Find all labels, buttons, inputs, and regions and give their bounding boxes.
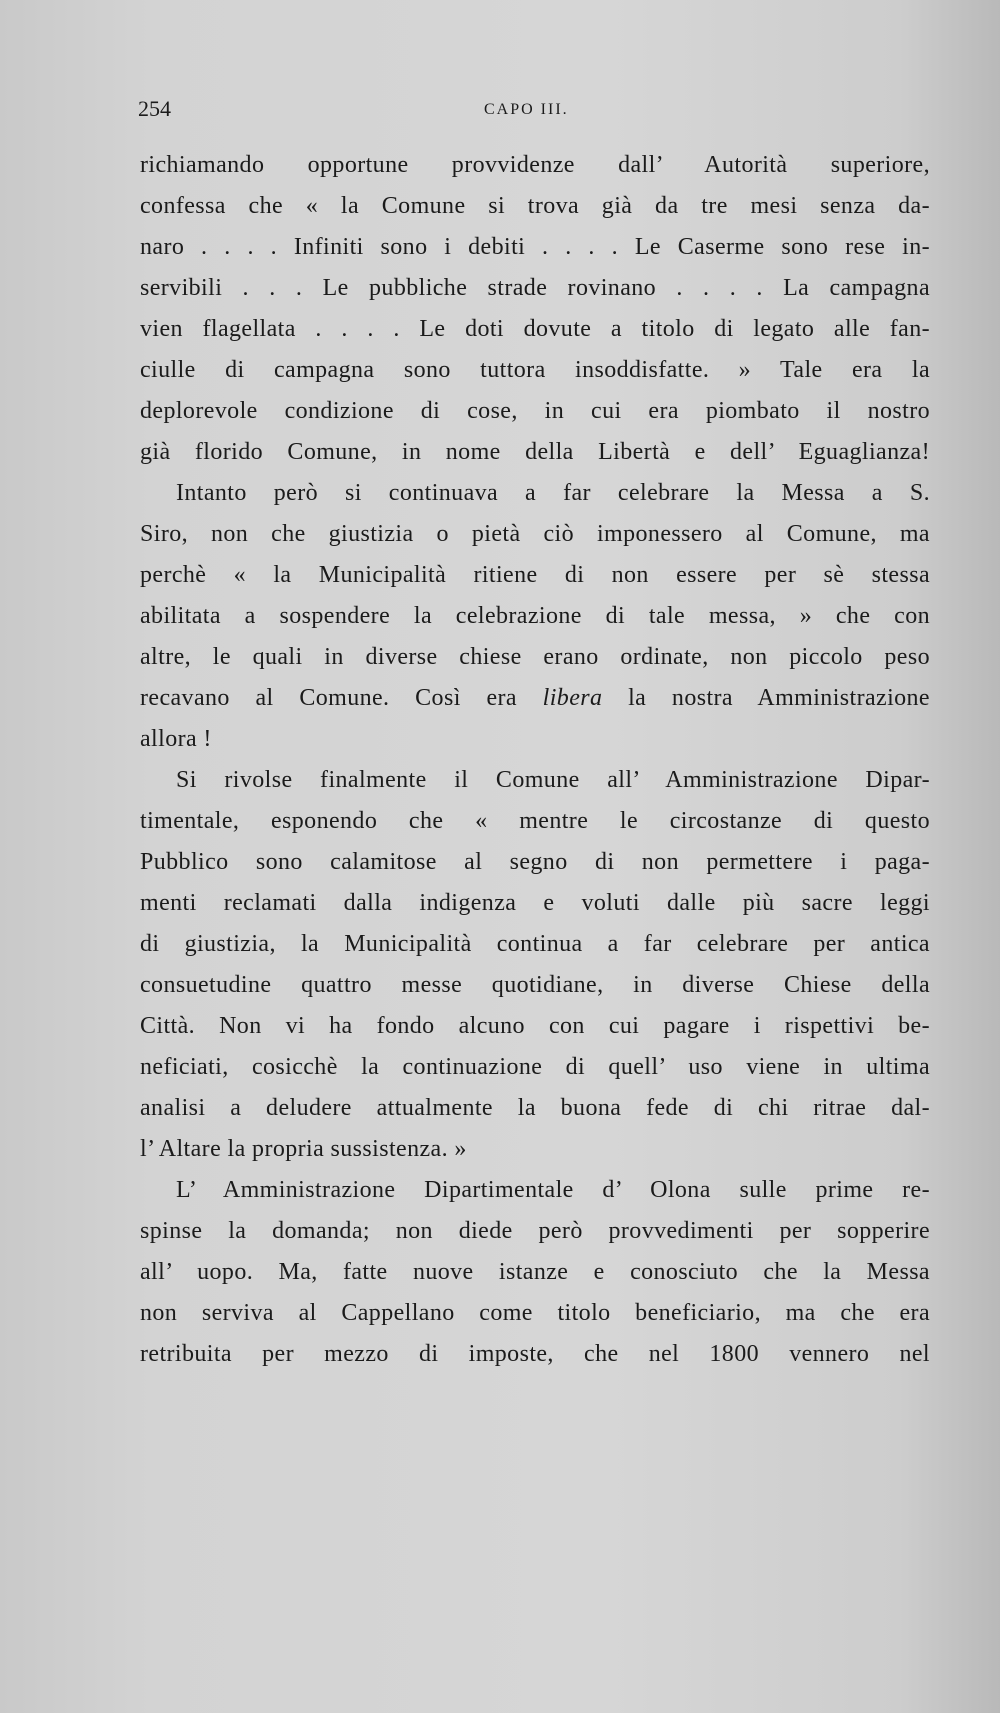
text-line: analisi a deludere attualmente la buona fede di chi ritrae dal- bbox=[140, 1095, 930, 1121]
text-line: di giustizia, la Municipalità continua a far celebrare per antica bbox=[140, 931, 930, 957]
text-line: allora ! bbox=[140, 726, 212, 752]
text-line: già florido Comune, in nome della Libertà e dell’ Eguaglianza! bbox=[140, 439, 930, 465]
italic-word: libera bbox=[542, 685, 603, 711]
text-line: menti reclamati dalla indigenza e voluti dalle più sacre leggi bbox=[140, 890, 930, 916]
text-line: abilitata a sospendere la celebrazione di tale messa, » che con bbox=[140, 603, 930, 629]
paragraph-start-line: L’ Amministrazione Dipartimentale d’ Olona sulle prime re- bbox=[176, 1177, 930, 1203]
paragraph-start-line: Si rivolse finalmente il Comune all’ Amministrazione Dipar- bbox=[176, 767, 930, 793]
page-number: 254 bbox=[138, 96, 171, 121]
text-line: Siro, non che giustizia o pietà ciò imponessero al Comune, ma bbox=[140, 521, 930, 547]
text-line: non serviva al Cappellano come titolo beneficiario, ma che era bbox=[140, 1300, 930, 1326]
text-line: confessa che « la Comune si trova già da tre mesi senza da- bbox=[140, 193, 930, 219]
text-line: Città. Non vi ha fondo alcuno con cui pagare i rispettivi be- bbox=[140, 1013, 930, 1039]
text-line: ciulle di campagna sono tuttora insoddisfatte. » Tale era la bbox=[140, 357, 930, 383]
text-line-with-italic bbox=[140, 678, 930, 719]
paragraph-start-line: Intanto però si continuava a far celebrare la Messa a S. bbox=[176, 480, 930, 506]
text-line: vien flagellata . . . . Le doti dovute a titolo di legato alle fan- bbox=[140, 316, 930, 342]
text-line: deplorevole condizione di cose, in cui era piombato il nostro bbox=[140, 398, 930, 424]
text-segment: recavano al Comune. Così era bbox=[140, 685, 517, 711]
text-segment: la nostra Amministrazione bbox=[628, 685, 930, 711]
page-header bbox=[138, 96, 928, 126]
body-text bbox=[140, 145, 930, 1375]
text-line: l’ Altare la propria sussistenza. » bbox=[140, 1136, 467, 1162]
text-line: retribuita per mezzo di imposte, che nel 1800 vennero nel bbox=[140, 1341, 930, 1367]
text-line: servibili . . . Le pubbliche strade rovinano . . . . La campagna bbox=[140, 275, 930, 301]
text-line: perchè « la Municipalità ritiene di non essere per sè stessa bbox=[140, 562, 930, 588]
text-line: spinse la domanda; non diede però provvedimenti per sopperire bbox=[140, 1218, 930, 1244]
text-line: neficiati, cosicchè la continuazione di quell’ uso viene in ultima bbox=[140, 1054, 930, 1080]
text-line: altre, le quali in diverse chiese erano ordinate, non piccolo peso bbox=[140, 644, 930, 670]
text-line: naro . . . . Infiniti sono i debiti . . . . Le Caserme sono rese in- bbox=[140, 234, 930, 260]
text-line: consuetudine quattro messe quotidiane, in diverse Chiese della bbox=[140, 972, 930, 998]
text-line: Pubblico sono calamitose al segno di non permettere i paga- bbox=[140, 849, 930, 875]
running-title: CAPO III. bbox=[484, 101, 569, 118]
text-line: all’ uopo. Ma, fatte nuove istanze e conosciuto che la Messa bbox=[140, 1259, 930, 1285]
text-line: timentale, esponendo che « mentre le circostanze di questo bbox=[140, 808, 930, 834]
text-line: richiamando opportune provvidenze dall’ Autorità superiore, bbox=[140, 152, 930, 178]
